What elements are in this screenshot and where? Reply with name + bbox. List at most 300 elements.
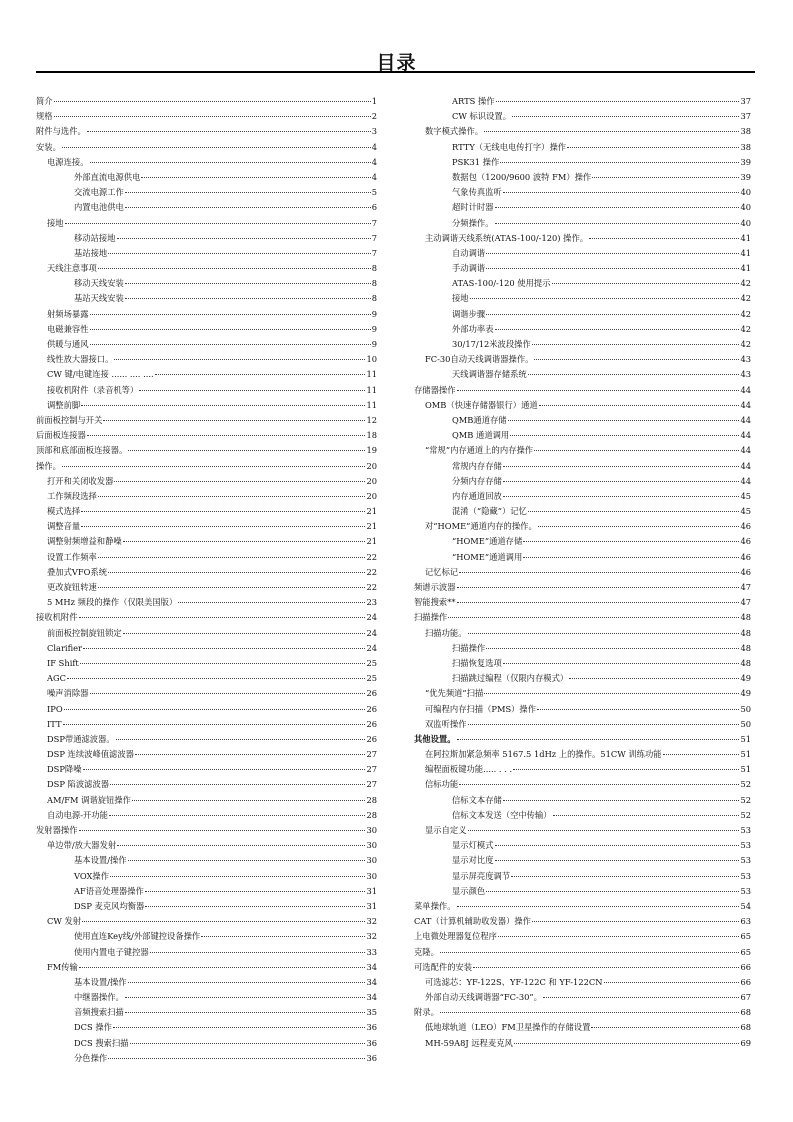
toc-entry-label: 附件与选件。 [36,126,86,137]
dot-leader [90,329,371,330]
toc-entry-label: 扫描操作 [414,612,448,623]
dot-leader [80,663,366,664]
dot-leader [543,997,740,998]
dot-leader [604,982,740,983]
toc-entry-label: 显示灯模式 [452,840,494,851]
toc-entry[interactable] [414,443,751,458]
toc-entry-label: 天线注意事项 [47,263,97,274]
dot-leader [82,921,365,922]
toc-entry-label: DSP 麦克风均衡器 [74,900,145,911]
toc-entry[interactable] [36,884,377,899]
toc-entry[interactable] [414,1036,751,1051]
toc-entry[interactable] [414,109,751,124]
dot-leader [503,800,740,801]
toc-entry[interactable] [414,459,751,474]
toc-entry-label: 智能搜索** [414,597,456,608]
toc-entry[interactable] [36,777,377,792]
toc-entry[interactable] [36,717,377,732]
toc-entry-page-number: 26 [366,733,377,744]
toc-entry-page-number: 39 [740,171,751,182]
toc-entry-label: 前面板控制旋钮锁定 [47,627,122,638]
toc-entry-page-number: 3 [371,126,377,137]
toc-entry[interactable] [36,747,377,762]
dot-leader [486,314,739,315]
toc-entry[interactable] [414,808,751,823]
toc-entry-label: 接收机附件 [36,612,78,623]
toc-entry-page-number: 1 [371,96,377,106]
toc-entry[interactable] [414,702,751,717]
toc-entry-page-number: 26 [366,718,377,729]
toc-entry-label: “HOME”通道存储 [452,536,523,547]
toc-entry-label: 扫描跳过编程（仅限内存模式） [452,673,569,684]
toc-entry[interactable] [414,140,751,155]
toc-entry[interactable] [36,200,377,215]
toc-entry-label: 天线调谐器存储系统 [452,369,527,380]
toc-entry[interactable] [414,94,751,109]
toc-entry[interactable] [36,291,377,306]
dot-leader [553,815,740,816]
dot-leader [98,557,366,558]
toc-entry[interactable] [36,367,377,382]
toc-entry-page-number: 53 [740,855,751,866]
toc-entry-page-number: 37 [740,96,751,106]
toc-entry[interactable] [36,914,377,929]
toc-entry[interactable] [414,413,751,428]
dot-leader [114,359,365,360]
dot-leader [65,223,371,224]
toc-entry[interactable] [36,489,377,504]
toc-entry-page-number: 31 [366,885,377,896]
toc-entry-page-number: 46 [740,536,751,547]
toc-entry[interactable] [414,717,751,732]
toc-entry[interactable] [414,504,751,519]
toc-entry-page-number: 26 [366,703,377,714]
toc-entry-page-number: 51 [740,749,751,760]
toc-entry-label: 可选滤芯：YF-122S、YF-122C 和 YF-122CN [425,976,603,987]
toc-entry[interactable] [414,656,751,671]
toc-entry[interactable] [36,565,377,580]
toc-entry[interactable] [36,94,377,109]
toc-entry[interactable] [414,990,751,1005]
toc-entry-page-number: 9 [371,323,377,334]
toc-entry[interactable] [414,626,751,641]
toc-entry-label: 可编程内存扫描（PMS）操作 [425,703,537,714]
toc-entry[interactable] [414,777,751,792]
toc-entry[interactable] [414,838,751,853]
toc-entry-page-number: 44 [740,430,751,441]
toc-entry[interactable] [414,489,751,504]
toc-entry[interactable] [414,261,751,276]
toc-entry-page-number: 66 [740,976,751,987]
toc-entry-page-number: 43 [740,369,751,380]
dot-leader [511,876,739,877]
toc-entry[interactable] [414,853,751,868]
toc-entry[interactable] [36,504,377,519]
toc-entry[interactable] [36,732,377,747]
toc-entry-label: 扫描功能。 [425,627,467,638]
toc-entry[interactable] [414,170,751,185]
toc-entry-label: 数据包（1200/9600 波特 FM）操作 [452,171,592,182]
toc-entry-label: 分色操作 [74,1052,108,1063]
dot-leader [110,876,365,877]
dot-leader [448,617,739,618]
toc-entry[interactable] [414,793,751,808]
toc-entry-label: 调整音量 [47,521,81,532]
dot-leader [503,663,740,664]
toc-entry[interactable] [414,367,751,382]
dot-leader [468,724,740,725]
toc-entry-label: 后面板连接器 [36,430,86,441]
toc-entry-label: Clarifier [47,642,82,653]
dot-leader [125,997,366,998]
toc-entry[interactable] [414,975,751,990]
toc-entry[interactable] [36,869,377,884]
dot-leader [459,784,739,785]
toc-entry[interactable] [414,322,751,337]
toc-entry[interactable] [36,216,377,231]
toc-entry-page-number: 20 [366,490,377,501]
toc-entry[interactable] [414,580,751,595]
toc-entry[interactable] [36,838,377,853]
toc-entry-label: QMB 通道调用 [452,430,510,441]
dot-leader [178,602,365,603]
dot-leader [569,678,739,679]
dot-leader [495,329,740,330]
toc-entry-label: 分频操作。 [452,217,494,228]
toc-entry[interactable] [36,853,377,868]
toc-entry[interactable] [414,641,751,656]
dot-leader [125,192,371,193]
toc-entry[interactable] [414,185,751,200]
toc-entry[interactable] [414,732,751,747]
toc-entry[interactable] [36,762,377,777]
toc-entry-label: 内置电池供电 [74,202,124,213]
toc-entry[interactable] [36,1005,377,1020]
dot-leader [534,359,739,360]
toc-entry[interactable] [36,929,377,944]
dot-leader [523,541,739,542]
toc-entry-page-number: 50 [740,703,751,714]
toc-entry-label: 发射器操作 [36,825,78,835]
toc-entry-label: AGC [47,673,66,684]
toc-entry[interactable] [36,474,377,489]
toc-entry[interactable] [36,398,377,413]
toc-entry[interactable] [414,823,751,838]
dot-leader [128,860,366,861]
toc-entry-label: 操作。 [36,460,61,471]
toc-entry[interactable] [36,155,377,170]
dot-leader [495,207,740,208]
toc-entry-label: 显示屏亮度调节 [452,870,511,881]
toc-entry-label: 显示颜色 [452,885,486,896]
toc-entry-page-number: 32 [366,916,377,927]
toc-entry-label: 在阿拉斯加紧急频率 5167.5 1dHz 上的操作。51CW 训练功能 [425,749,662,760]
toc-entry[interactable] [414,534,751,549]
toc-entry[interactable] [414,337,751,352]
toc-entry[interactable] [36,109,377,124]
toc-entry[interactable] [414,899,751,914]
toc-entry-page-number: 25 [366,657,377,668]
toc-entry-label: DCS 搜索扫描 [74,1037,129,1048]
toc-entry-label: 接地 [47,217,64,228]
toc-entry[interactable] [36,975,377,990]
toc-entry-label: 克隆。 [414,946,439,957]
toc-entry-page-number: 40 [740,187,751,198]
toc-entry-page-number: 31 [366,900,377,911]
toc-entry-label: 叠加式VFO系统 [47,566,108,577]
dot-leader [125,1012,366,1013]
toc-entry[interactable] [36,428,377,443]
toc-entry[interactable] [414,960,751,975]
toc-entry-label: 调整前脚 [47,399,81,410]
toc-entry[interactable] [414,519,751,534]
toc-entry[interactable] [414,383,751,398]
toc-entry-label: 其他设置。 [414,733,456,744]
toc-entry[interactable] [36,793,377,808]
toc-entry[interactable] [36,702,377,717]
toc-entry-page-number: 36 [366,1052,377,1063]
toc-entry-page-number: 10 [366,354,377,365]
toc-entry-page-number: 47 [740,582,751,592]
toc-entry-page-number: 67 [740,992,751,1003]
toc-entry-label: 可选配件的安装 [414,961,473,972]
toc-entry[interactable] [414,1020,751,1035]
toc-entry[interactable] [414,124,751,139]
toc-entry-label: 基站接地 [74,247,108,258]
toc-entry[interactable] [414,428,751,443]
toc-entry[interactable] [414,686,751,701]
toc-entry[interactable] [414,747,751,762]
dot-leader [538,526,740,527]
dot-leader [83,769,366,770]
toc-entry-page-number: 36 [366,1037,377,1048]
toc-entry-label: 菜单操作。 [414,900,456,911]
dot-leader [496,101,740,102]
toc-entry[interactable] [36,641,377,656]
toc-entry[interactable] [414,200,751,215]
toc-entry[interactable] [414,291,751,306]
toc-entry[interactable] [414,671,751,686]
toc-entry-page-number: 11 [366,384,377,395]
toc-entry-page-number: 49 [740,688,751,699]
dot-leader [98,496,366,497]
dot-leader [103,420,365,421]
toc-entry-label: 外部自动天线调谐器“FC-30”。 [425,992,542,1003]
toc-entry[interactable] [36,626,377,641]
toc-entry[interactable] [36,610,377,625]
toc-entry-page-number: 66 [740,961,751,972]
toc-entry-page-number: 48 [740,657,751,668]
toc-entry[interactable] [36,686,377,701]
toc-entry-label: CW 键/电键连接 ...... .... .... [47,369,154,380]
toc-entry[interactable] [36,808,377,823]
toc-entry-label: 工作频段选择 [47,490,97,501]
toc-entry[interactable] [414,595,751,610]
toc-entry-page-number: 28 [366,794,377,805]
toc-entry[interactable] [36,383,377,398]
toc-entry[interactable] [414,869,751,884]
toc-entry[interactable] [414,231,751,246]
toc-entry[interactable] [36,990,377,1005]
toc-entry-page-number: 52 [740,779,751,790]
toc-entry-label: DSP降噪 [47,764,82,775]
toc-entry[interactable] [36,170,377,185]
toc-entry-page-number: 30 [366,870,377,881]
dot-leader [528,511,740,512]
dot-leader [67,678,365,679]
dot-leader [98,268,371,269]
dot-leader [503,466,740,467]
dot-leader [486,253,739,254]
toc-entry-page-number: 32 [366,931,377,942]
dot-leader [440,952,740,953]
dot-leader [90,693,366,694]
dot-leader [457,390,740,391]
toc-entry[interactable] [414,352,751,367]
toc-entry-page-number: 42 [740,323,751,334]
toc-entry[interactable] [36,307,377,322]
toc-entry[interactable] [36,246,377,261]
toc-entry[interactable] [36,580,377,595]
dot-leader [532,921,739,922]
toc-entry[interactable] [414,884,751,899]
toc-entry-label: IPO [47,703,63,714]
toc-entry[interactable] [36,960,377,975]
toc-entry-label: 电源连接。 [47,156,89,167]
toc-entry[interactable] [36,899,377,914]
toc-entry[interactable] [414,276,751,291]
toc-entry-page-number: 8 [371,278,377,289]
toc-entry-label: 电磁兼容性 [47,323,89,334]
dot-leader [62,466,366,467]
toc-entry[interactable] [36,185,377,200]
dot-leader [90,344,371,345]
toc-entry[interactable] [36,322,377,337]
toc-entry[interactable] [36,261,377,276]
dot-leader [486,891,739,892]
toc-entry[interactable] [36,671,377,686]
toc-entry[interactable] [414,945,751,960]
toc-entry-page-number: 4 [371,141,377,152]
dot-leader [495,860,740,861]
toc-entry-label: 基本设置/操作 [74,976,127,987]
toc-entry[interactable] [414,550,751,565]
dot-leader [513,769,739,770]
toc-entry[interactable] [414,929,751,944]
toc-entry[interactable] [36,231,377,246]
toc-entry-label: 交流电源工作 [74,187,124,198]
dot-leader [470,298,740,299]
toc-entry-page-number: 39 [740,156,751,167]
toc-entry-label: MH-59A8J 远程麦克风 [425,1037,513,1048]
toc-entry-page-number: 30 [366,825,377,835]
toc-entry[interactable] [36,443,377,458]
toc-entry[interactable] [414,914,751,929]
page-title: 目录 [376,52,417,74]
toc-entry[interactable] [36,337,377,352]
toc-entry-page-number: 7 [371,217,377,228]
dot-leader [116,739,366,740]
toc-entry-page-number: 33 [366,946,377,957]
toc-entry-label: 编程面板键功能..... . . . [425,764,513,775]
toc-entry[interactable] [414,216,751,231]
toc-entry[interactable] [414,1005,751,1020]
toc-entry-page-number: 27 [366,764,377,775]
dot-leader [150,952,366,953]
toc-entry-label: 常规内存存储 [452,460,502,471]
dot-leader [90,314,371,315]
dot-leader [123,633,366,634]
toc-entry-page-number: 45 [740,506,751,517]
dot-leader [457,906,740,907]
toc-entry-label: 模式选择 [47,506,81,517]
toc-entry[interactable] [36,1036,377,1051]
toc-entry-label: 音频搜索扫描 [74,1007,124,1018]
toc-entry-page-number: 6 [371,202,377,213]
toc-entry-page-number: 34 [366,992,377,1003]
toc-entry[interactable] [414,398,751,413]
toc-entry[interactable] [36,1020,377,1035]
toc-entry-label: 线性放大器接口。 [47,354,114,365]
toc-entry[interactable] [36,413,377,428]
toc-entry[interactable] [36,352,377,367]
toc-entry[interactable] [36,276,377,291]
toc-entry[interactable] [414,307,751,322]
toc-entry-label: 移动站接地 [74,232,116,243]
toc-entry-label: 附录。 [414,1007,439,1018]
toc-entry-page-number: 23 [366,597,377,608]
dot-leader [503,481,740,482]
toc-entry-page-number: 22 [366,582,377,592]
dot-leader [79,617,366,618]
dot-leader [500,162,739,163]
toc-entry[interactable] [36,823,377,838]
toc-entry[interactable] [36,550,377,565]
dot-leader [523,557,739,558]
toc-entry-label: 使用内置电子键控器 [74,946,149,957]
toc-entry[interactable] [414,474,751,489]
toc-entry-page-number: 8 [371,263,377,274]
toc-entry[interactable] [414,155,751,170]
toc-entry[interactable] [36,945,377,960]
toc-entry-label: 扫描操作 [452,642,486,653]
toc-entry[interactable] [414,610,751,625]
dot-leader [110,784,365,785]
toc-entry[interactable] [36,124,377,139]
toc-entry[interactable] [36,534,377,549]
toc-entry-page-number: 44 [740,445,751,456]
toc-entry-label: 信标功能 [425,779,459,790]
toc-entry[interactable] [36,595,377,610]
toc-entry-label: “优先频道”扫描 [425,688,484,699]
toc-entry[interactable] [36,140,377,155]
dot-leader [135,754,366,755]
toc-entry[interactable] [36,519,377,534]
toc-entry[interactable] [414,565,751,580]
toc-entry[interactable] [36,1051,377,1066]
toc-entry[interactable] [36,656,377,671]
toc-entry[interactable] [414,246,751,261]
toc-entry-label: 显示对比度 [452,855,494,866]
toc-entry-label: CAT（计算机辅助收发器）操作 [414,916,531,927]
toc-entry[interactable] [36,459,377,474]
toc-entry[interactable] [414,762,751,777]
toc-entry-label: 分频内存存储 [452,475,502,486]
toc-entry-page-number: 43 [740,354,751,365]
toc-entry-page-number: 68 [740,1007,751,1018]
toc-entry-label: 移动天线安装 [74,278,124,289]
toc-entry-label: 自动调谐 [452,247,486,258]
